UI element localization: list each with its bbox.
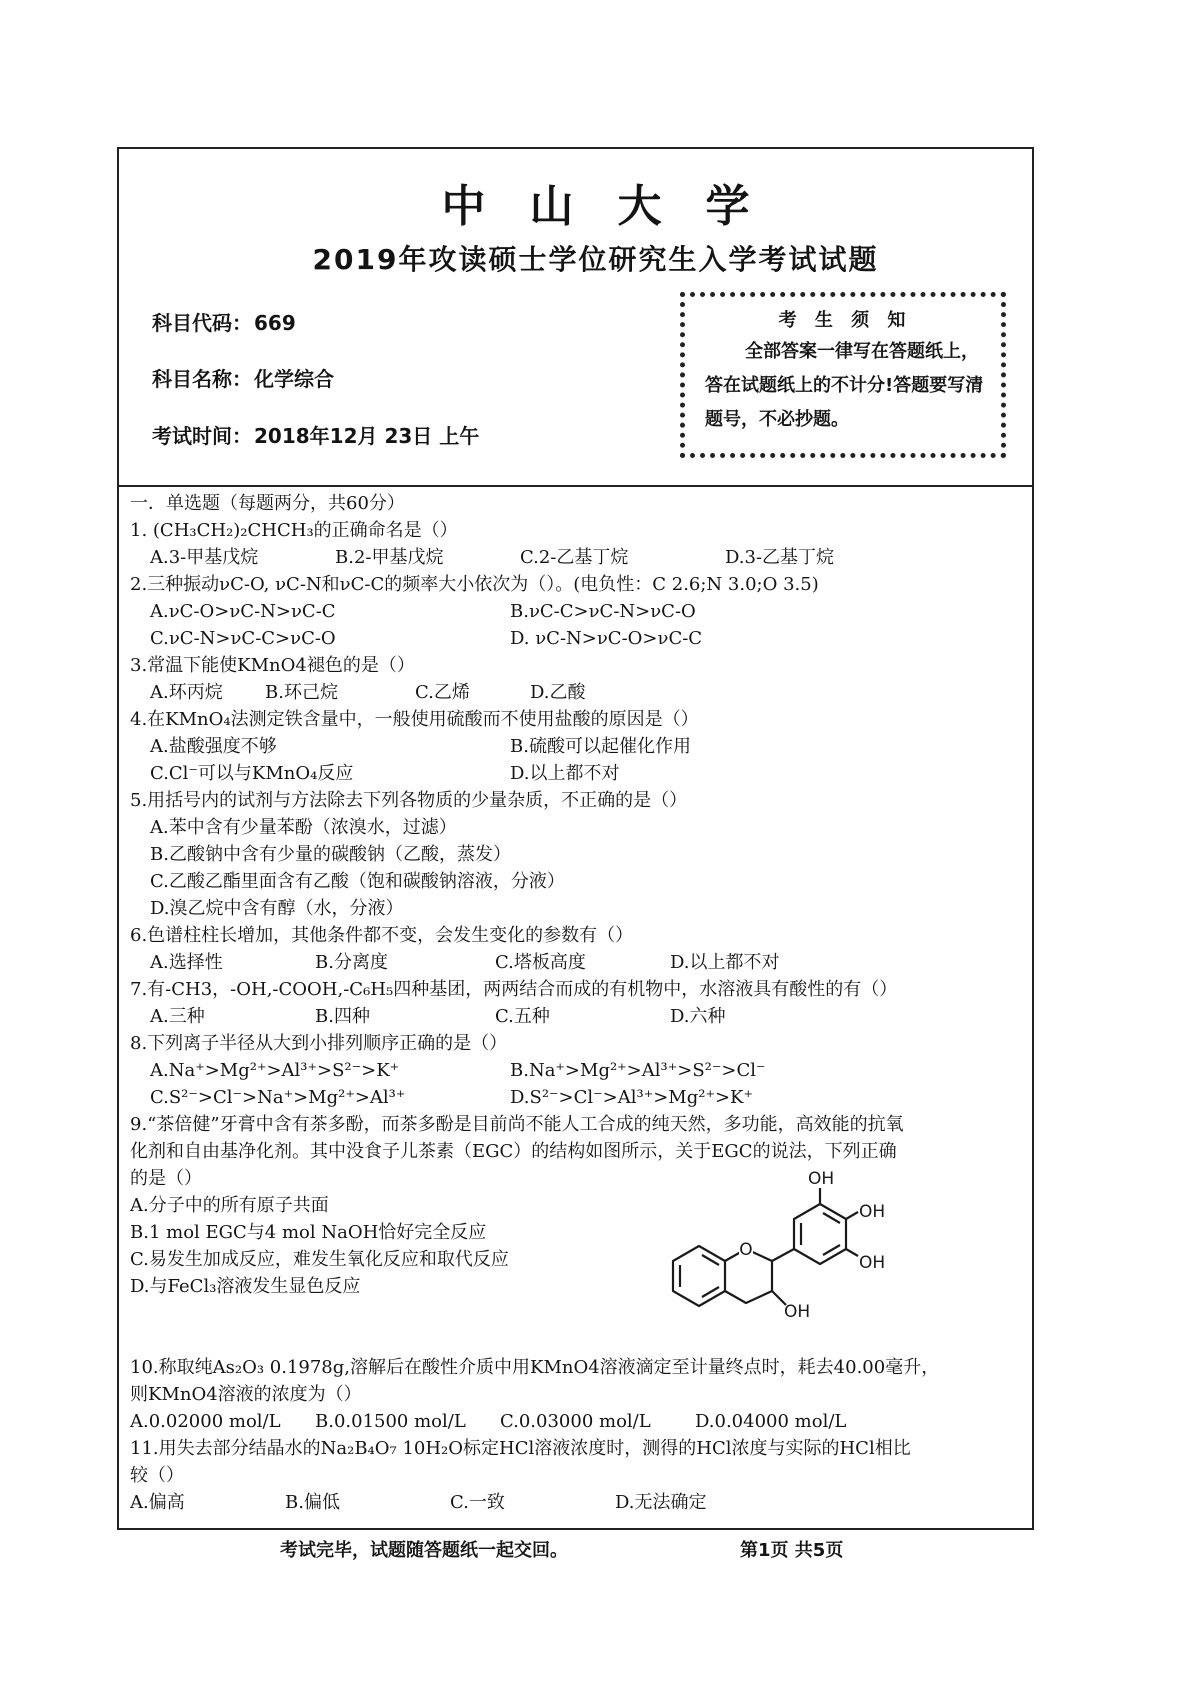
option-c: C.S²⁻>Cl⁻>Na⁺>Mg²⁺>Al³⁺ — [150, 1087, 406, 1108]
option-a: A.偏高 — [130, 1492, 185, 1513]
candidate-notice — [680, 292, 1006, 458]
question-1-stem: 1. (CH₃CH₂)₂CHCH₃的正确命名是（） — [130, 520, 458, 541]
question-5-stem: 5.用括号内的试剂与方法除去下列各物质的少量杂质，不正确的是（） — [130, 790, 688, 811]
question-5-option-c: C.乙酸乙酯里面含有乙酸（饱和碳酸钠溶液，分液） — [150, 871, 565, 892]
section-title: 一．单选题（每题两分，共60分） — [130, 493, 405, 514]
oh-label: OH — [784, 1302, 811, 1322]
question-7-options — [130, 1003, 1035, 1030]
question-9-option-c: C.易发生加成反应，难发生氧化反应和取代反应 — [130, 1249, 509, 1270]
question-10-stem-1: 10.称取纯As₂O₃ 0.1978g,溶解后在酸性介质中用KMnO4溶液滴定至计量终点时，耗去40.00毫升， — [130, 1357, 940, 1378]
option-d: D.以上都不对 — [510, 763, 620, 784]
subject-name-value: 化学综合 — [254, 367, 334, 391]
subject-code — [152, 307, 296, 336]
question-8-options-row1 — [130, 1057, 1035, 1084]
option-d: D.无法确定 — [615, 1492, 707, 1513]
footer-instruction: 考试完毕，试题随答题纸一起交回。 — [280, 1540, 568, 1561]
exam-title: 2019年攻读硕士学位研究生入学考试试题 — [312, 243, 879, 276]
question-1-options — [130, 544, 1035, 571]
option-c: C.一致 — [450, 1492, 505, 1513]
option-c: C.乙烯 — [415, 682, 470, 703]
option-d: D.以上都不对 — [670, 952, 780, 973]
oh-label: OH — [808, 1170, 835, 1189]
question-9-option-d: D.与FeCl₃溶液发生显色反应 — [130, 1276, 361, 1297]
question-4-options-row1 — [130, 733, 1035, 760]
subject-name — [152, 363, 334, 392]
question-6-options — [130, 949, 1035, 976]
question-7-stem: 7.有-CH3，-OH,-COOH,-C₆H₅四种基团，两两结合而成的有机物中，水溶液具有酸性的有（） — [130, 979, 898, 1000]
option-c: C.Cl⁻可以与KMnO₄反应 — [150, 763, 354, 784]
option-a: A.环丙烷 — [150, 682, 223, 703]
question-3-options — [130, 679, 1035, 706]
option-a: A.3-甲基戊烷 — [150, 547, 259, 568]
ring-oxygen-label: O — [739, 1240, 753, 1260]
question-11-options — [130, 1489, 1035, 1516]
oh-label: OH — [859, 1202, 886, 1222]
question-4-options-row2 — [130, 760, 1035, 787]
option-b: B.四种 — [315, 1006, 370, 1027]
question-9-option-b: B.1 mol EGC与4 mol NaOH恰好完全反应 — [130, 1222, 487, 1243]
question-5-option-b: B.乙酸钠中含有少量的碳酸钠（乙酸，蒸发） — [150, 844, 511, 865]
oh-label: OH — [859, 1253, 886, 1273]
option-c: C.塔板高度 — [495, 952, 586, 973]
aryl-bond — [772, 1249, 794, 1261]
option-b: B.2-甲基戊烷 — [335, 547, 444, 568]
option-b: B.Na⁺>Mg²⁺>Al³⁺>S²⁻>Cl⁻ — [510, 1060, 766, 1081]
option-d: D.S²⁻>Cl⁻>Al³⁺>Mg²⁺>K⁺ — [510, 1087, 754, 1108]
subject-code-label: 科目代码： — [152, 311, 252, 335]
option-b: B.硫酸可以起催化作用 — [510, 736, 691, 757]
option-d: D.乙酸 — [530, 682, 586, 703]
question-10-options — [130, 1408, 1035, 1435]
notice-body: 全部答案一律写在答题纸上，答在试题纸上的不计分!答题要写清题号，不必抄题。 — [705, 341, 984, 430]
school-name: 中山大学 — [441, 181, 794, 232]
pyran-ring-lower — [725, 1261, 772, 1303]
question-10-stem-2: 则KMnO4溶液的浓度为（） — [130, 1384, 362, 1405]
notice-title: 考 生 须 知 — [778, 310, 912, 331]
option-b: B.环己烷 — [265, 682, 338, 703]
exam-time-value: 2018年12月 23日 上午 — [254, 424, 480, 448]
question-9-stem-1: 9.“茶倍健”牙膏中含有茶多酚，而茶多酚是目前尚不能人工合成的纯天然，多功能，高效能的抗氧 — [130, 1114, 904, 1135]
question-11-stem-1: 11.用失去部分结晶水的Na₂B₄O₇ 10H₂O标定HCl溶液浓度时，测得的HCl浓度与实际的HCl相比 — [130, 1438, 911, 1459]
question-2-stem: 2.三种振动νC-O, νC-N和νC-C的频率大小依次为（）。(电负性：C 2.6;N 3.0;O 3.5) — [130, 574, 819, 595]
header-divider — [117, 485, 1034, 487]
question-9-stem-3: 的是（） — [130, 1168, 202, 1189]
question-5-option-a: A.苯中含有少量苯酚（浓溴水，过滤） — [150, 817, 457, 838]
option-c: C.νC-N>νC-C>νC-O — [150, 628, 336, 649]
question-4-stem: 4.在KMnO₄法测定铁含量中，一般使用硫酸而不使用盐酸的原因是（） — [130, 709, 699, 730]
question-2-options-row2 — [130, 625, 1035, 652]
question-8-stem: 8.下列离子半径从大到小排列顺序正确的是（） — [130, 1033, 508, 1054]
option-a: A.盐酸强度不够 — [150, 736, 277, 757]
question-2-options-row1 — [130, 598, 1035, 625]
hydroxyl-bond — [846, 1249, 858, 1256]
question-9-stem-2: 化剂和自由基净化剂。其中没食子儿茶素（EGC）的结构如图所示，关于EGC的说法，下列正确 — [130, 1141, 897, 1162]
hydroxyl-bond — [846, 1212, 858, 1219]
question-8-options-row2 — [130, 1084, 1035, 1111]
subject-name-label: 科目名称： — [152, 367, 252, 391]
option-c: C.五种 — [495, 1006, 550, 1027]
option-c: C.0.03000 mol/L — [500, 1411, 651, 1432]
question-6-stem: 6.色谱柱柱长增加，其他条件都不变，会发生变化的参数有（） — [130, 925, 634, 946]
exam-time-label: 考试时间： — [152, 424, 252, 448]
exam-time — [152, 420, 479, 449]
option-d: D.0.04000 mol/L — [695, 1411, 847, 1432]
question-5-option-d: D.溴乙烷中含有醇（水，分液） — [150, 898, 404, 919]
option-d: D.3-乙基丁烷 — [725, 547, 835, 568]
subject-code-value: 669 — [254, 311, 296, 335]
question-9-option-a: A.分子中的所有原子共面 — [130, 1195, 329, 1216]
question-list — [130, 490, 1035, 1516]
option-b: B.偏低 — [285, 1492, 340, 1513]
option-c: C.2-乙基丁烷 — [520, 547, 629, 568]
question-11-stem-2: 较（） — [130, 1465, 184, 1486]
footer-page-number: 第1页 共5页 — [740, 1540, 844, 1561]
option-a: A.Na⁺>Mg²⁺>Al³⁺>S²⁻>K⁺ — [150, 1060, 400, 1081]
question-3-stem: 3.常温下能使KMnO4褪色的是（） — [130, 655, 415, 676]
option-d: D. νC-N>νC-O>νC-C — [510, 628, 703, 649]
option-b: B.分离度 — [315, 952, 388, 973]
option-b: B.νC-C>νC-N>νC-O — [510, 601, 696, 622]
egc-structure-diagram — [668, 1170, 958, 1340]
option-a: A.选择性 — [150, 952, 223, 973]
option-a: A.三种 — [150, 1006, 205, 1027]
option-b: B.0.01500 mol/L — [315, 1411, 466, 1432]
option-d: D.六种 — [670, 1006, 726, 1027]
option-a: A.0.02000 mol/L — [130, 1411, 281, 1432]
option-a: A.νC-O>νC-N>νC-C — [150, 601, 336, 622]
